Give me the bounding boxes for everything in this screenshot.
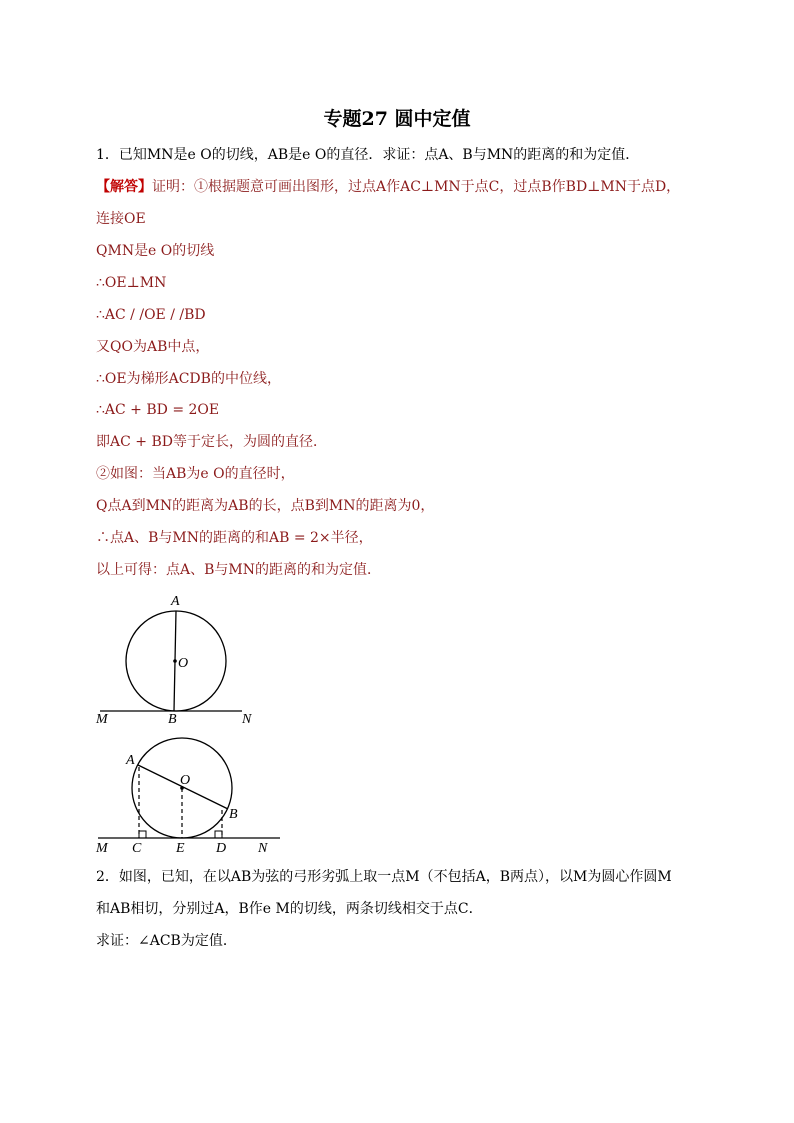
label-n: N [258, 841, 268, 856]
label-n: N [242, 712, 252, 727]
solution-line: Q点A到MN的距离为AB的长，点B到MN的距离为0， [96, 498, 435, 514]
solution-line: 连接OE [96, 211, 146, 227]
solution-line: ∴AC / /OE / /BD [96, 307, 206, 323]
label-m: M [96, 712, 108, 727]
label-b: B [168, 712, 177, 727]
solution-line: 即AC + BD等于定长，为圆的直径． [96, 434, 327, 450]
label-c: C [132, 841, 142, 856]
center-point [173, 659, 177, 663]
solution-line: QMN是e O的切线 [96, 243, 215, 259]
figure-diameter-perpendicular [90, 588, 270, 728]
solution-line: 以上可得：点A、B与MN的距离的和为定值． [96, 562, 381, 578]
label-o: O [180, 773, 191, 788]
label-b: B [229, 807, 238, 822]
solution-line: ②如图：当AB为e O的直径时， [96, 466, 295, 482]
answer-intro-text: 证明：①根据题意可画出图形，过点A作AC⊥MN于点C，过点B作BD⊥MN于点D， [152, 179, 681, 195]
label-m: M [96, 841, 108, 856]
label-a: A [171, 594, 180, 609]
label-a: A [126, 753, 135, 768]
page-title: 专题27 圆中定值 [323, 108, 471, 130]
answer-tag: 【解答】 [96, 179, 152, 195]
label-o: O [178, 656, 189, 671]
problem2-line2: 和AB相切，分别过A，B作e M的切线，两条切线相交于点C． [96, 901, 483, 917]
solution-line: ∴AC + BD = 2OE [96, 402, 220, 418]
solution-line: ∴点A、B与MN的距离的和AB = 2×半径， [96, 530, 373, 546]
problem1-answer-intro [96, 178, 680, 196]
right-angle-d [215, 831, 222, 838]
solution-line: ∴OE⊥MN [96, 275, 167, 291]
solution-line: 又QO为AB中点， [96, 339, 210, 355]
figure-chord-perpendiculars [90, 730, 290, 858]
label-d: D [216, 841, 227, 856]
solution-line: ∴OE为梯形ACDB的中位线， [96, 371, 281, 387]
problem2-line1: 2．如图，已知，在以AB为弦的弓形劣弧上取一点M（不包括A，B两点），以M为圆心作圆M [96, 869, 672, 885]
right-angle-c [139, 831, 146, 838]
label-e: E [176, 841, 185, 856]
problem1-statement: 1．已知MN是e O的切线，AB是e O的直径．求证：点A、B与MN的距离的和为定值． [96, 147, 640, 163]
problem2-line3: 求证：∠ACB为定值． [96, 933, 237, 949]
